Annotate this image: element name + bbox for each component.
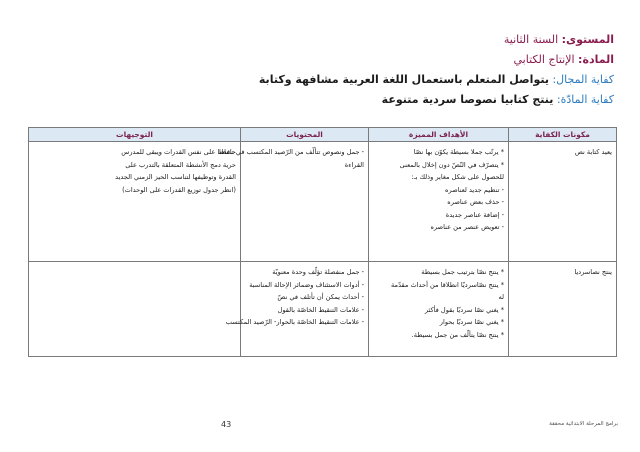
subject-value: الإنتاج الكتابي: [513, 53, 575, 66]
domain-competence-value: يتواصل المتعلم باستعمال اللغة العربية مشافهة وكتابة: [258, 73, 549, 86]
cell-goals: [369, 262, 509, 357]
page-number: 43: [221, 420, 232, 429]
content-line: - أحداث يمكن أن تأتلف في نصّ: [277, 293, 364, 301]
document-header: [54, 30, 614, 110]
content-line: - علامات التنقيط الخاصّة بالقول: [277, 305, 364, 314]
content-line: - جمل منفصلة تؤلّف وحدة معنويّة: [272, 268, 364, 276]
goal-line: - تنظيم جديد لعناصره: [445, 185, 504, 194]
subject-line: [54, 50, 614, 70]
table-header-row: [29, 128, 617, 142]
domain-competence-label: كفاية المجال:: [552, 73, 614, 86]
goal-line: * يغني نصّا سرديّا بحوار: [439, 318, 504, 326]
goal-line: * يرتّب جملا بسيطة يكوّن بها نصّا: [413, 148, 504, 156]
cell-contents: [225, 262, 369, 357]
subject-label: المادة:: [578, 53, 614, 66]
direction-line: القدرة وتوظيفها لتناسب الحيز الزمني الجديد: [115, 173, 236, 181]
header-directions: التوجيهات: [29, 128, 241, 142]
subject-competence-line: [54, 90, 614, 110]
component-text: يعيد كتابة نص: [574, 148, 612, 156]
cell-contents: [217, 142, 369, 262]
goal-line: * ينتج نصّا بترتيب جمل بسيطة: [421, 268, 504, 276]
content-line: القراءة: [344, 160, 364, 169]
content-line: - جمل ونصوص تتألّف من الرّصيد المكتسب في نشاط: [217, 148, 364, 156]
direction-line: حافظنا على نفس القدرات ويبقى للمدرس: [121, 148, 236, 156]
level-label: المستوى:: [561, 33, 614, 46]
cell-directions: [29, 262, 241, 357]
direction-line: (انظر جدول توزيع القدرات على الوحدات): [122, 185, 236, 194]
component-text: ينتج نصاسرديا: [574, 268, 612, 276]
header-components: مكونات الكفاية: [509, 128, 617, 142]
goal-line: * ينتج نصّاسرديّا انطلاقا من أحداث مقدّمة: [391, 280, 504, 289]
cell-directions: [29, 142, 241, 262]
subject-competence-label: كفاية المادّة:: [556, 93, 614, 106]
cell-component: [509, 262, 617, 357]
goal-line: - حذف بعض عناصره: [447, 198, 504, 206]
domain-competence-line: [54, 70, 614, 90]
level-line: [54, 30, 614, 50]
goal-line: له: [498, 293, 504, 301]
level-value: السنة الثانية: [503, 33, 559, 46]
header-contents: المحتويات: [241, 128, 369, 142]
header-goals: الأهداف المميزة: [369, 128, 509, 142]
cell-component: [509, 142, 617, 262]
table-row: [29, 142, 617, 262]
goal-line: - إضافة عناصر جديدة: [445, 210, 504, 219]
subject-competence-value: ينتج كتابيا نصوصا سردية متنوعة: [381, 93, 554, 106]
cell-goals: [369, 142, 509, 262]
goal-line: * يغني نصّا سرديّا بقول فأكثر: [424, 305, 504, 314]
content-line: - أدوات الاستئناف وضمائر الإحالة المناسبة: [249, 280, 364, 289]
goal-line: * يتصرّف في النّصّ دون إخلال بالمعنى: [399, 160, 504, 169]
goal-line: للحصول على شكل مغاير وذلك بـ:: [411, 173, 504, 181]
goal-line: * ينتج نصّا يتألّف من جمل بسيطة.: [411, 330, 504, 339]
goal-line: - تعويض عنصر من عناصره: [430, 223, 504, 231]
curriculum-table: [28, 127, 617, 357]
footer-text: برامج المرحلة الابتدائية محققة: [549, 421, 618, 427]
direction-line: حرية دمج الأنشطة المتعلقة بالتدرب على: [125, 160, 236, 169]
table-row: [29, 262, 617, 357]
content-line: - علامات التنقيط الخاصّة بالحوار- الرّصيد المكتسب: [225, 318, 364, 326]
